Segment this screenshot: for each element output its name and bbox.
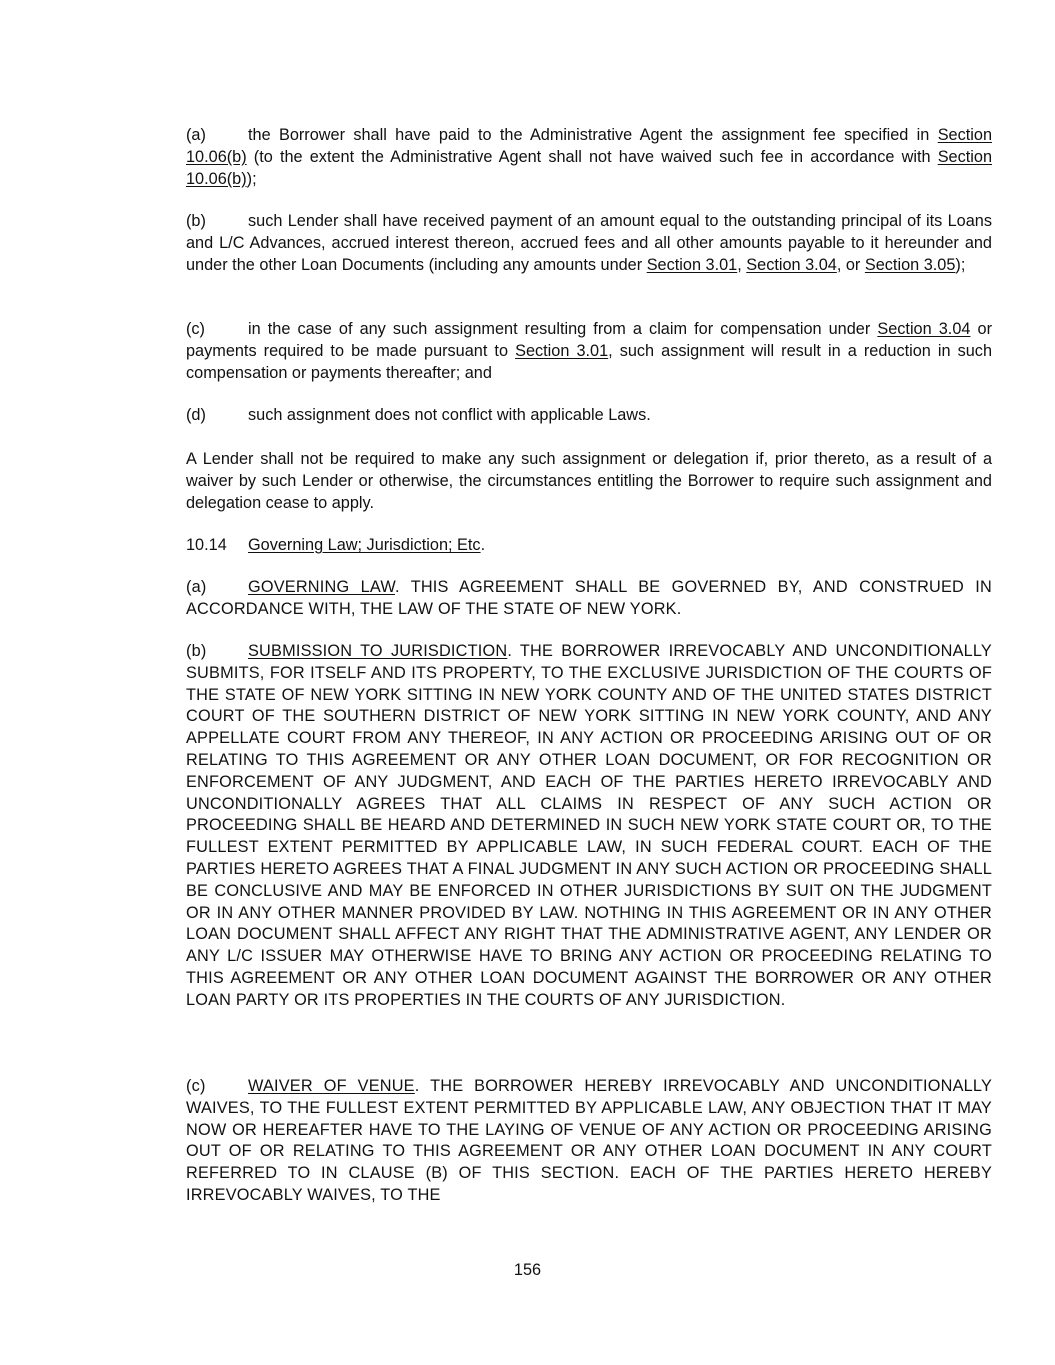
clause-title: SUBMISSION TO JURISDICTION <box>248 642 508 660</box>
paragraph-text: the Borrower shall have paid to the Administrative Agent the assignment fee specified in <box>248 126 938 144</box>
paragraph-label: (d) <box>186 406 206 424</box>
paragraph-text: ); <box>955 255 966 274</box>
section-number: 10.14 <box>186 536 227 554</box>
paragraph-text: such assignment does not conflict with applicable Laws. <box>248 406 651 424</box>
clause-title: GOVERNING LAW <box>248 578 395 596</box>
section-title: Governing Law; Jurisdiction; Etc <box>248 536 481 554</box>
paragraph-a <box>124 125 992 190</box>
page-number: 156 <box>513 1261 542 1279</box>
section-reference: Section 3.05 <box>864 255 956 274</box>
paragraph-text: such Lender shall have received payment of an amount equal to the outstanding principal of its Loans and L/C Advances, accrued interest thereon, accrued fees and all other amounts payable to it hereunder and under the other Loan Documents (including any amounts under <box>186 212 992 274</box>
section-reference: Section 3.01 <box>646 255 738 274</box>
section-reference: Section 3.01 <box>515 341 609 360</box>
paragraph-label: (b) <box>186 212 206 230</box>
paragraph-text: , or <box>836 255 865 274</box>
paragraph-label: (a) <box>186 126 206 144</box>
section-reference: Section 3.04 <box>877 320 971 338</box>
paragraph-text: in the case of any such assignment resulting from a claim for compensation under <box>248 320 878 338</box>
paragraph-label: (a) <box>186 578 207 596</box>
paragraph-text: , <box>737 255 747 274</box>
section-reference: Section 10.06(b) <box>186 147 992 188</box>
paragraph-d <box>124 405 992 427</box>
paragraph-text: A Lender shall not be required to make any such assignment or delegation if, prior thereto, as a result of a waiver by such Lender or otherwise, the circumstances entitling the Borrower to require such assignment and delegation cease to apply. <box>186 450 992 512</box>
paragraph-text: (to the extent the Administrative Agent shall not have waived such fee in accordance with <box>246 147 938 166</box>
paragraph-label: (b) <box>186 642 207 660</box>
clause-title: WAIVER OF VENUE <box>248 1077 415 1095</box>
paragraph-submission-to-jurisdiction <box>124 641 992 1012</box>
paragraph-text: or payments required to be made pursuant to <box>186 320 992 360</box>
paragraph-b <box>124 211 992 276</box>
paragraph-governing-law <box>124 577 992 621</box>
paragraph-text: . THE BORROWER IRREVOCABLY AND UNCONDITIONALLY SUBMITS, FOR ITSELF AND ITS PROPERTY, TO THE EXCLUSIVE JURISDICTION OF THE COURTS OF THE STATE OF NEW YORK SITTING IN NEW YORK COUNTY AND OF THE UNITED STATES DISTRICT COURT OF THE SOUTHERN DISTRICT OF NEW YORK SITTING IN NEW YORK COUNTY, AND ANY APPELLATE COURT FROM ANY THEREOF, IN ANY ACTION OR PROCEEDING ARISING OUT OF OR RELATING TO THIS AGREEMENT OR ANY OTHER LOAN DOCUMENT, OR FOR RECOGNITION OR ENFORCEMENT OF ANY JUDGMENT, AND EACH OF THE PARTIES HERETO IRREVOCABLY AND UNCONDITIONALLY AGREES THAT ALL CLAIMS IN RESPECT OF ANY SUCH ACTION OR PROCEEDING SHALL BE HEARD AND DETERMINED IN SUCH NEW YORK STATE COURT OR, TO THE FULLEST EXTENT PERMITTED BY APPLICABLE LAW, IN SUCH FEDERAL COURT. EACH OF THE PARTIES HERETO AGREES THAT A FINAL JUDGMENT IN ANY SUCH ACTION OR PROCEEDING SHALL BE CONCLUSIVE AND MAY BE ENFORCED IN OTHER JURISDICTIONS BY SUIT ON THE JUDGMENT OR IN ANY OTHER MANNER PROVIDED BY LAW. NOTHING IN THIS AGREEMENT OR IN ANY OTHER LOAN DOCUMENT SHALL AFFECT ANY RIGHT THAT THE ADMINISTRATIVE AGENT, ANY LENDER OR ANY L/C ISSUER MAY OTHERWISE HAVE TO BRING ANY ACTION OR PROCEEDING RELATING TO THIS AGREEMENT OR ANY OTHER LOAN DOCUMENT AGAINST THE BORROWER OR ANY OTHER LOAN PARTY OR ITS PROPERTIES IN THE COURTS OF ANY JURISDICTION. <box>186 642 992 1009</box>
paragraph-text: , such assignment will result in a reduction in such compensation or payments thereafter; and <box>186 341 993 382</box>
paragraph-label: (c) <box>186 1077 206 1095</box>
section-heading <box>186 535 485 557</box>
paragraph-lender <box>124 449 992 514</box>
section-reference: Section 10.06(b) <box>186 126 992 166</box>
paragraph-waiver-of-venue <box>124 1076 992 1207</box>
section-title-period: . <box>480 536 486 554</box>
paragraph-c <box>124 319 992 384</box>
paragraph-text: . THE BORROWER HEREBY IRREVOCABLY AND UNCONDITIONALLY WAIVES, TO THE FULLEST EXTENT PERMITTED BY APPLICABLE LAW, ANY OBJECTION THAT IT MAY NOW OR HEREAFTER HAVE TO THE LAYING OF VENUE OF ANY ACTION OR PROCEEDING ARISING OUT OF OR RELATING TO THIS AGREEMENT OR ANY OTHER LOAN DOCUMENT IN ANY COURT REFERRED TO IN CLAUSE (B) OF THIS SECTION. EACH OF THE PARTIES HERETO HEREBY IRREVOCABLY WAIVES, TO THE <box>186 1077 993 1204</box>
paragraph-text: ); <box>246 169 257 188</box>
paragraph-text: . THIS AGREEMENT SHALL BE GOVERNED BY, AND CONSTRUED IN ACCORDANCE WITH, THE LAW OF THE STATE OF NEW YORK. <box>186 578 992 618</box>
paragraph-label: (c) <box>186 320 205 338</box>
section-reference: Section 3.04 <box>746 255 837 274</box>
